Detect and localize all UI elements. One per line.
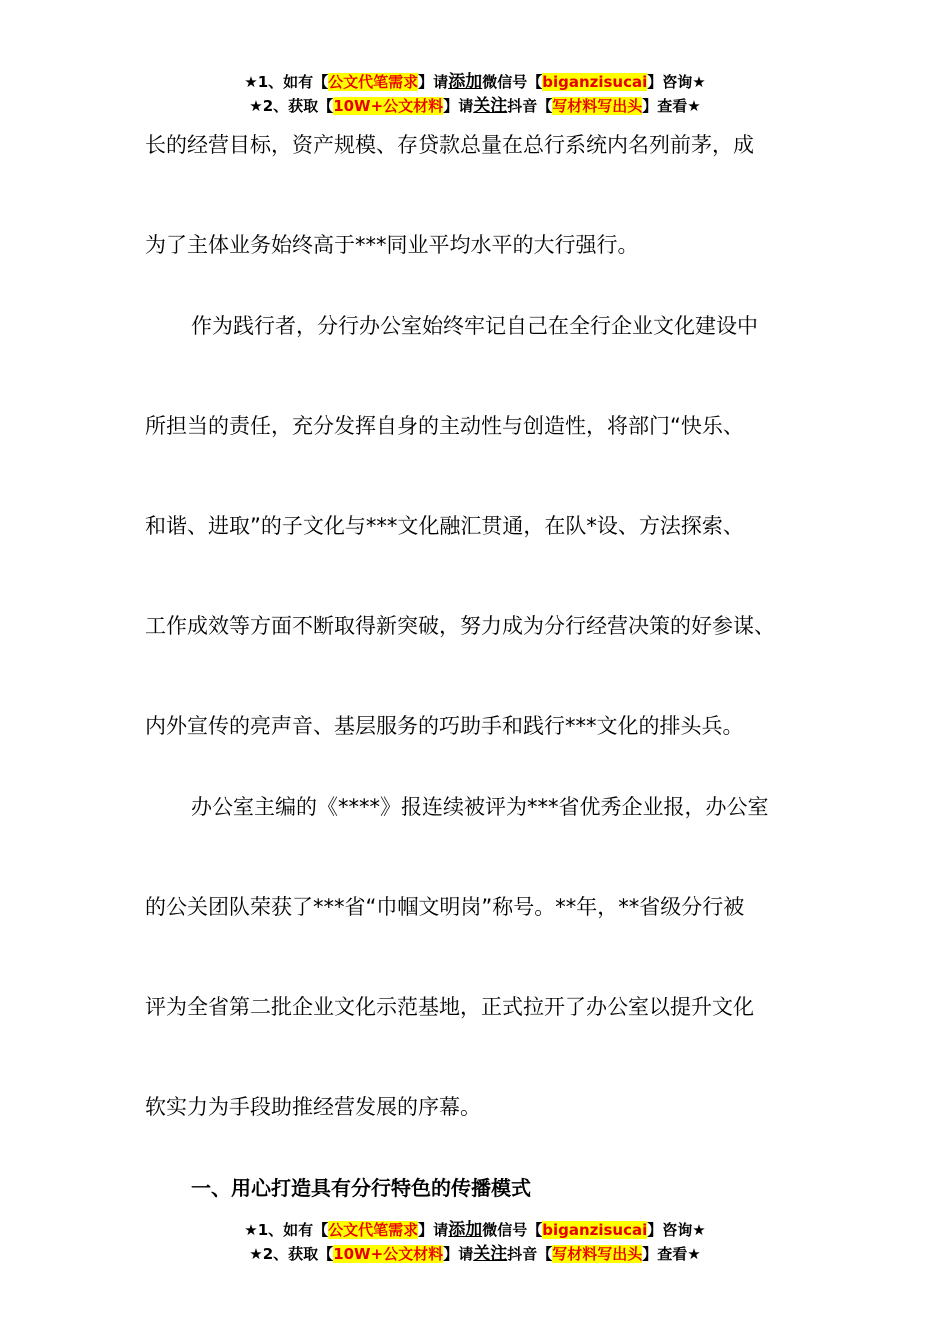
body-line: 的公关团队荣获了***省“巾帼文明岗”称号。**年，**省级分行被	[145, 895, 745, 919]
banner-text: 】查看★	[642, 1245, 701, 1263]
banner-text: 抖音【	[507, 1245, 553, 1263]
body-line: 评为全省第二批企业文化示范基地，正式拉开了办公室以提升文化	[145, 995, 754, 1019]
banner-text: ★2、获取【	[249, 97, 334, 115]
footer-banner	[0, 1218, 950, 1266]
banner-line-2	[0, 1242, 950, 1266]
banner-text: ★1、如有【	[244, 73, 329, 91]
banner-highlight: 公文代笔需求	[328, 1221, 419, 1239]
banner-text: 微信号【	[482, 1221, 543, 1239]
banner-highlight: 10W+公文材料	[333, 1245, 444, 1263]
banner-text: 】咨询★	[647, 73, 706, 91]
paragraph-start-line: 作为践行者，分行办公室始终牢记自己在全行企业文化建设中	[191, 314, 758, 338]
douyin-id-highlight: 写材料写出头	[552, 1245, 643, 1263]
body-line: 软实力为手段助推经营发展的序幕。	[145, 1095, 481, 1119]
banner-text: 微信号【	[482, 73, 543, 91]
banner-text: 】请	[418, 1221, 449, 1239]
wechat-id-highlight: biganzisucai	[542, 73, 648, 91]
banner-text: ★2、获取【	[249, 1245, 334, 1263]
banner-text: 】请	[443, 1245, 474, 1263]
paragraph-start-line: 办公室主编的《****》报连续被评为***省优秀企业报，办公室	[191, 795, 769, 819]
body-line: 工作成效等方面不断取得新突破，努力成为分行经营决策的好参谋、	[145, 614, 775, 638]
banner-text: 】查看★	[642, 97, 701, 115]
banner-underlined: 添加	[448, 1220, 483, 1240]
banner-text: 】请	[443, 97, 474, 115]
banner-text: ★1、如有【	[244, 1221, 329, 1239]
banner-text: 抖音【	[507, 97, 553, 115]
banner-text: 】请	[418, 73, 449, 91]
header-banner	[0, 70, 950, 118]
banner-underlined: 添加	[448, 72, 483, 92]
body-line: 长的经营目标，资产规模、存贷款总量在总行系统内名列前茅，成	[145, 133, 754, 157]
banner-text: 】咨询★	[647, 1221, 706, 1239]
body-line: 和谐、进取”的子文化与***文化融汇贯通，在队*设、方法探索、	[145, 514, 744, 538]
banner-line-1	[0, 70, 950, 94]
banner-highlight: 10W+公文材料	[333, 97, 444, 115]
banner-line-1	[0, 1218, 950, 1242]
body-line: 内外宣传的亮声音、基层服务的巧助手和践行***文化的排头兵。	[145, 714, 744, 738]
body-line: 为了主体业务始终高于***同业平均水平的大行强行。	[145, 233, 639, 257]
body-line: 所担当的责任，充分发挥自身的主动性与创造性，将部门“快乐、	[145, 414, 744, 438]
banner-line-2	[0, 94, 950, 118]
douyin-id-highlight: 写材料写出头	[552, 97, 643, 115]
banner-underlined: 关注	[473, 96, 508, 116]
banner-underlined: 关注	[473, 1244, 508, 1264]
section-heading: 一、用心打造具有分行特色的传播模式	[191, 1176, 531, 1200]
wechat-id-highlight: biganzisucai	[542, 1221, 648, 1239]
banner-highlight: 公文代笔需求	[328, 73, 419, 91]
